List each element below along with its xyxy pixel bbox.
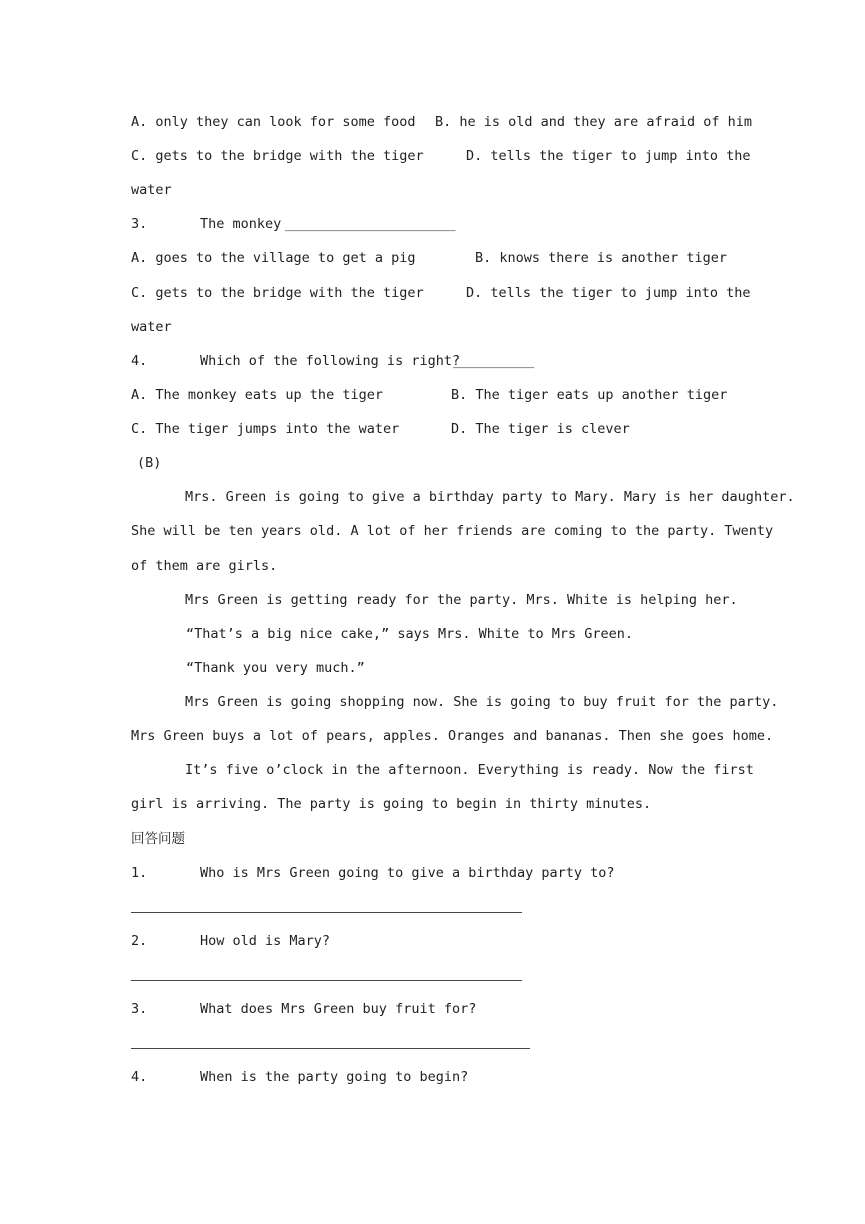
option-b-q4: B. The tiger eats up another tiger [451, 387, 728, 403]
question-number-3: 3. [131, 216, 148, 232]
option-d-q2-continued: water [131, 182, 172, 198]
passage-line: girl is arriving. The party is going to begin in thirty minutes. [131, 796, 652, 812]
question-number-4: 4. [131, 353, 148, 369]
option-b-q2: B. he is old and they are afraid of him [435, 114, 752, 130]
passage-line: Mrs Green is going shopping now. She is going to buy fruit for the party. [185, 694, 779, 710]
passage-line: It’s five o’clock in the afternoon. Everything is ready. Now the first [185, 762, 754, 778]
section-label: (B) [137, 455, 162, 471]
answer-question-text: Who is Mrs Green going to give a birthday party to? [200, 865, 615, 881]
answer-section-heading: 回答问题 [131, 831, 185, 847]
option-b-q3: B. knows there is another tiger [475, 250, 727, 266]
option-d-q2: D. tells the tiger to jump into the [466, 148, 751, 164]
passage-line: “Thank you very much.” [186, 660, 365, 676]
answer-question-text: When is the party going to begin? [200, 1069, 469, 1085]
option-d-q3: D. tells the tiger to jump into the [466, 285, 751, 301]
answer-blank-q3: _____________________ [285, 216, 456, 232]
answer-question-text: What does Mrs Green buy fruit for? [200, 1001, 477, 1017]
answer-line[interactable] [131, 980, 522, 981]
option-c-q4: C. The tiger jumps into the water [131, 421, 400, 437]
answer-line[interactable] [131, 1048, 530, 1049]
option-a-q3: A. goes to the village to get a pig [131, 250, 416, 266]
passage-line: Mrs Green buys a lot of pears, apples. Oranges and bananas. Then she goes home. [131, 728, 774, 744]
passage-line: Mrs Green is getting ready for the party. Mrs. White is helping her. [185, 592, 738, 608]
answer-question-number: 1. [131, 865, 148, 881]
answer-blank-q4: __________ [453, 353, 535, 369]
answer-question-number: 4. [131, 1069, 148, 1085]
passage-line: of them are girls. [131, 558, 278, 574]
option-d-q4: D. The tiger is clever [451, 421, 630, 437]
option-a-q2: A. only they can look for some food [131, 114, 416, 130]
answer-question-text: How old is Mary? [200, 933, 331, 949]
passage-line: She will be ten years old. A lot of her friends are coming to the party. Twenty [131, 523, 774, 539]
option-d-q3-continued: water [131, 319, 172, 335]
answer-line[interactable] [131, 912, 522, 913]
passage-line: “That’s a big nice cake,” says Mrs. White to Mrs Green. [186, 626, 634, 642]
passage-line: Mrs. Green is going to give a birthday party to Mary. Mary is her daughter. [185, 489, 795, 505]
option-c-q3: C. gets to the bridge with the tiger [131, 285, 424, 301]
option-c-q2: C. gets to the bridge with the tiger [131, 148, 424, 164]
question-text-4: Which of the following is right? [200, 353, 461, 369]
answer-question-number: 3. [131, 1001, 148, 1017]
answer-question-number: 2. [131, 933, 148, 949]
question-text-3: The monkey [200, 216, 282, 232]
option-a-q4: A. The monkey eats up the tiger [131, 387, 383, 403]
